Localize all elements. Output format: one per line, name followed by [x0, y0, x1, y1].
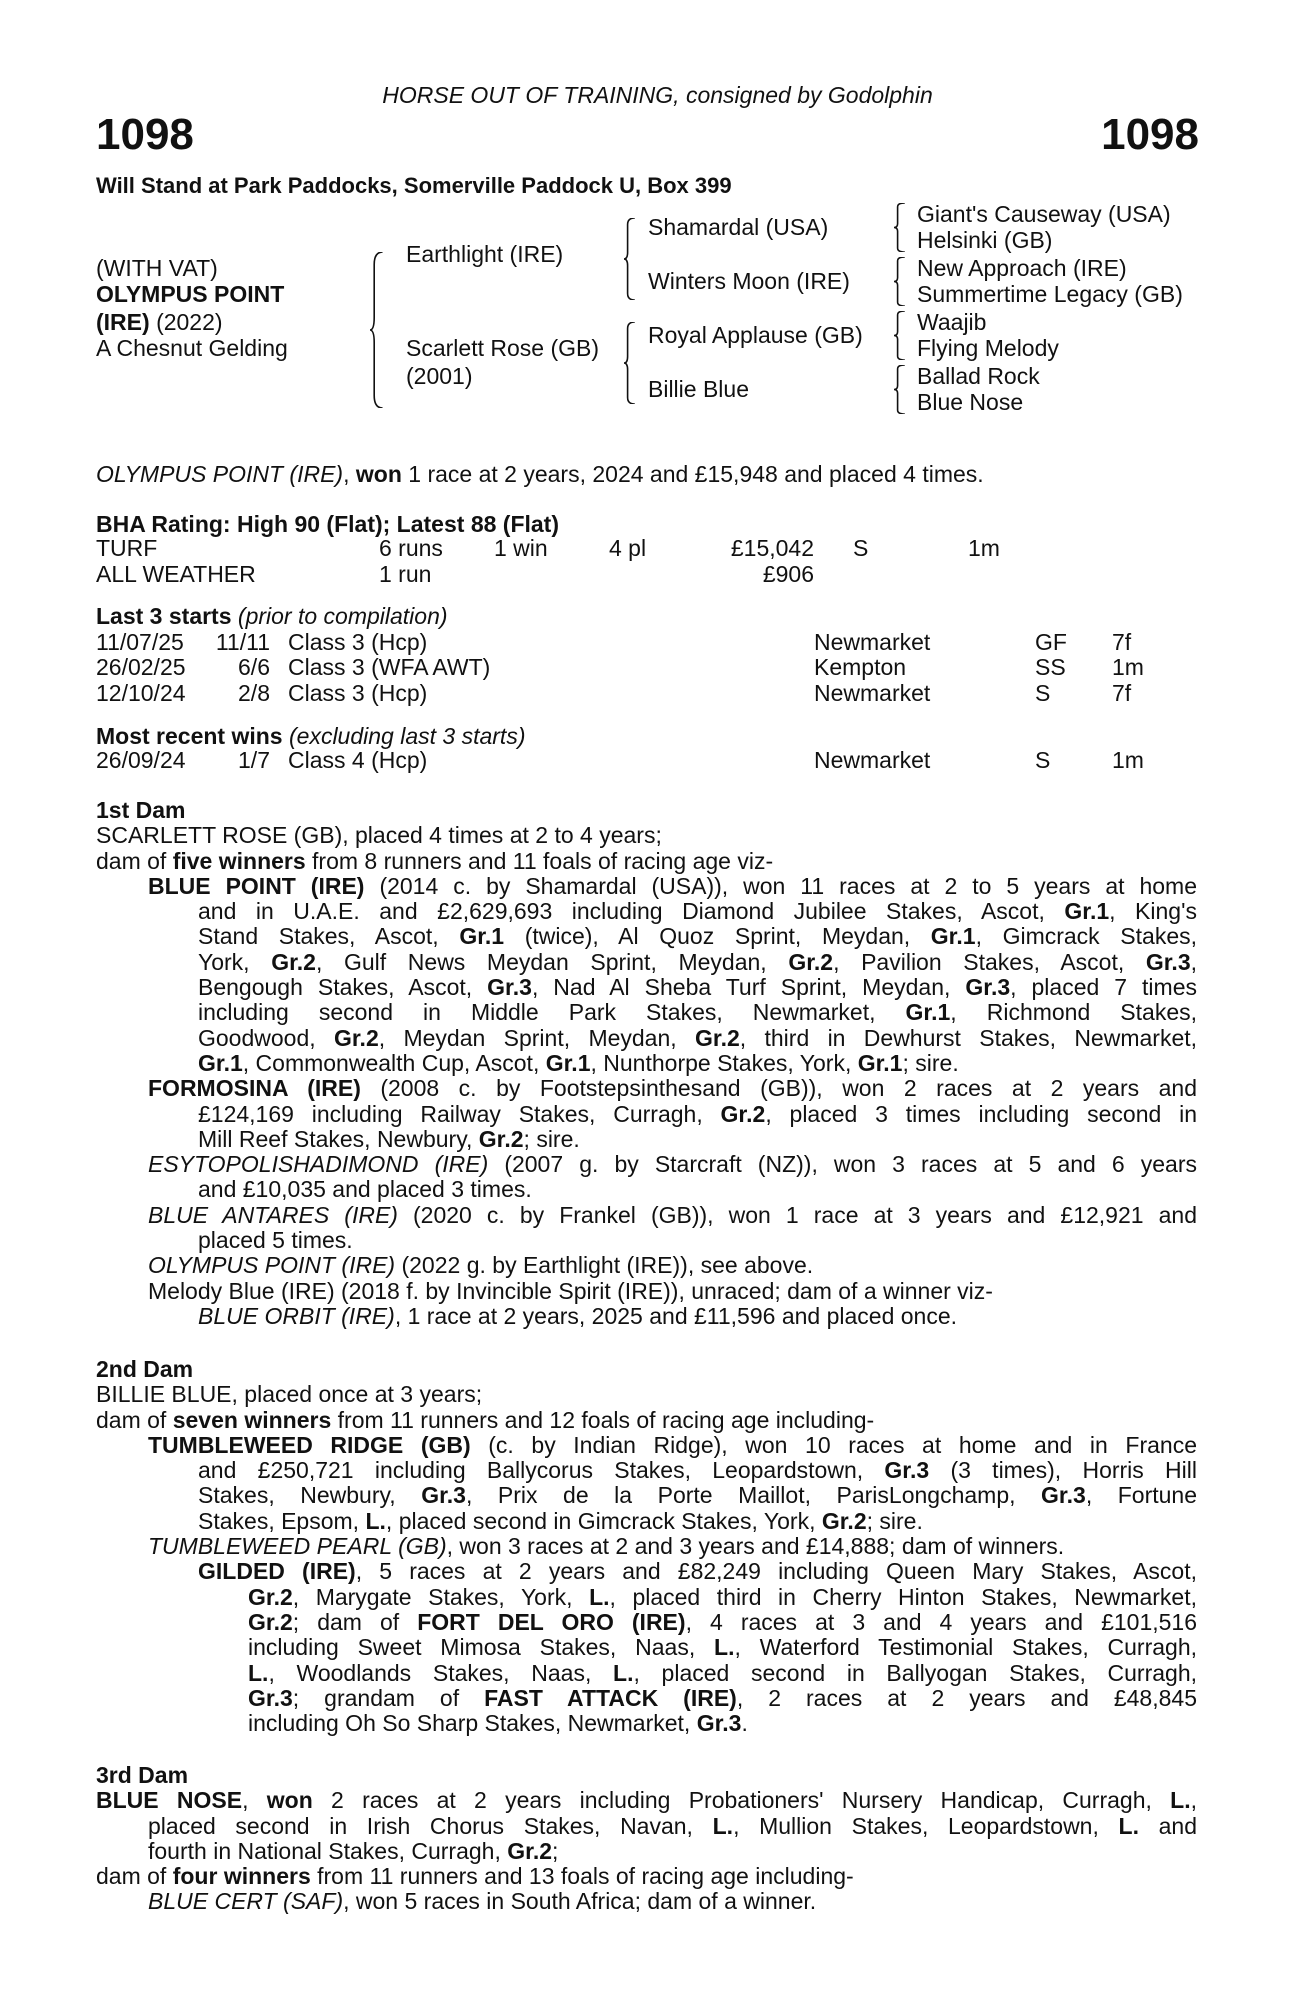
pedigree-text-line — [96, 1408, 1197, 1433]
pedigree-text-line — [198, 1228, 1197, 1253]
pedigree-g3: Helsinki (GB) — [917, 227, 1053, 253]
wins: 1 win — [494, 535, 548, 561]
race-distance: 1m — [1112, 654, 1144, 681]
text: (2022 g. by Earthlight (IRE)), see above. — [395, 1252, 814, 1279]
prize-money: £15,042 — [730, 535, 814, 561]
prize-money: £906 — [762, 561, 814, 587]
race-going: SS — [1035, 654, 1066, 681]
pedigree-brace-g3 — [894, 203, 906, 252]
pedigree-text-line — [148, 1076, 1197, 1101]
text: , Marygate Stakes, York, — [292, 1583, 590, 1610]
race-course: Newmarket — [814, 679, 931, 706]
bold-text: four winners — [172, 1863, 311, 1890]
bold-text: Gr.1 — [545, 1049, 591, 1076]
text: (2008 c. by Footstepsinthesand (GB)), won 2 races at 2 years and — [360, 1075, 1197, 1102]
pedigree-text-line — [148, 1203, 1197, 1228]
pedigree-text-line — [198, 1051, 1197, 1076]
text: , third in Dewhurst Stakes, Newmarket, — [739, 1024, 1198, 1051]
location-line: Will Stand at Park Paddocks, Somerville Paddock U, Box 399 — [96, 173, 732, 198]
last-starts-heading — [96, 603, 448, 629]
text: and in U.A.E. and £2,629,693 including Diamond Jubilee Stakes, Ascot, — [198, 898, 1065, 925]
text: (2007 g. by Starcraft (NZ)), won 3 races at 5 and 6 years — [488, 1151, 1197, 1178]
pedigree-g3: Flying Melody — [917, 335, 1059, 361]
text: from 11 runners and 13 foals of racing age including- — [310, 1863, 854, 1890]
bold-text: Gr.2 — [720, 1100, 766, 1127]
bold-text: Gr.1 — [459, 923, 505, 950]
pedigree-sire: Earthlight (IRE) — [406, 241, 564, 267]
pedigree-brace-g3 — [894, 311, 906, 360]
text: (3 times), Horris Hill — [929, 1457, 1197, 1484]
pedigree-brace-g3 — [894, 365, 906, 414]
race-going: S — [1035, 747, 1051, 773]
bold-text: Gr.3 — [421, 1482, 466, 1509]
text: including Sweet Mimosa Stakes, Naas, — [248, 1634, 715, 1661]
italic-text: ESYTOPOLISHADIMOND (IRE) — [148, 1151, 489, 1178]
text: ; sire. — [523, 1125, 580, 1152]
pedigree-g3: Giant's Causeway (USA) — [917, 201, 1171, 227]
bold-text: Gr.2 — [333, 1024, 379, 1051]
race-course: Newmarket — [814, 629, 931, 655]
text: , Waterford Testimonial Stakes, Curragh, — [734, 1634, 1197, 1661]
text: £124,169 including Railway Stakes, Curragh, — [198, 1100, 721, 1127]
surface: ALL WEATHER — [96, 561, 256, 587]
text: , Nunthorpe Stakes, York, — [590, 1049, 858, 1076]
race-summary: OLYMPUS POINT (IRE), won 1 race at 2 years, 2024 and £15,948 and placed 4 times. — [96, 461, 984, 487]
pedigree-dam-dam: Billie Blue — [648, 376, 749, 402]
race-distance: 1m — [1112, 747, 1144, 773]
pedigree-text-line — [148, 1839, 1197, 1864]
text: , 2 races at 2 years and £48,845 — [736, 1684, 1197, 1711]
pedigree-text-line — [198, 899, 1197, 924]
bold-text: FAST ATTACK (IRE) — [484, 1684, 737, 1711]
pedigree-text-line — [248, 1711, 1197, 1736]
italic-text: BLUE ORBIT (IRE) — [198, 1302, 395, 1329]
pedigree-g3: Ballad Rock — [917, 363, 1040, 389]
dam-heading: 2nd Dam — [96, 1356, 194, 1382]
text: ; sire. — [866, 1507, 923, 1534]
heading-note: (prior to compilation) — [237, 603, 448, 629]
dam-heading: 3rd Dam — [96, 1762, 189, 1788]
lot-number-left: 1098 — [96, 110, 194, 159]
bold-text: won — [266, 1787, 313, 1814]
pedigree-text-line — [148, 1253, 1197, 1278]
text: and — [1138, 1812, 1198, 1839]
text: and £250,721 including Ballycorus Stakes, Leopardstown, — [198, 1457, 885, 1484]
text: Stakes, Epsom, — [198, 1507, 366, 1534]
text: ; sire. — [902, 1049, 959, 1076]
bold-text: Gr.1 — [1064, 898, 1110, 925]
pedigree-text-line — [148, 1433, 1197, 1458]
summary-text: 1 race at 2 years, 2024 and £15,948 and placed 4 times. — [401, 461, 984, 487]
bold-text: FORT DEL ORO (IRE) — [417, 1608, 686, 1635]
text: , Prix de la Porte Maillot, ParisLongchamp, — [465, 1482, 1042, 1509]
pedigree-sire-sire: Shamardal (USA) — [648, 214, 829, 240]
pedigree-g3: New Approach (IRE) — [917, 255, 1127, 281]
pedigree-text-line — [148, 1889, 1197, 1914]
bold-text: Gr.2 — [271, 948, 316, 975]
race-distance: 7f — [1112, 629, 1132, 655]
bold-text: five winners — [172, 847, 306, 874]
text: dam of — [96, 1863, 173, 1890]
pedigree-text-line — [198, 1458, 1197, 1483]
second-dam-section — [96, 1357, 1197, 1736]
bold-text: Gr.2 — [821, 1507, 867, 1534]
race-course: Newmarket — [814, 747, 931, 773]
text: , placed 7 times — [1010, 974, 1197, 1001]
text: , Fortune — [1085, 1482, 1198, 1509]
heading-title: Most recent wins — [96, 723, 283, 749]
horse-origin: (IRE) — [96, 309, 150, 335]
text: including second in Middle Park Stakes, Newmarket, — [198, 999, 906, 1026]
bold-text: Gr.3 — [1041, 1482, 1086, 1509]
text: , Woodlands Stakes, Naas, — [268, 1659, 614, 1686]
text: , placed third in Cherry Hinton Stakes, Newmarket, — [609, 1583, 1198, 1610]
pedigree-brace-g3 — [894, 257, 906, 306]
text: , 5 races at 2 years and £82,249 including Queen Mary Stakes, Ascot, — [355, 1558, 1197, 1585]
text: 2 races at 2 years including Probationers' Nursery Handicap, Curragh, — [312, 1787, 1171, 1814]
text: BILLIE BLUE, placed once at 3 years; — [96, 1381, 483, 1408]
bold-text: L. — [613, 1659, 634, 1686]
bold-text: TUMBLEWEED RIDGE (GB) — [148, 1431, 471, 1458]
race-pos: 1/7 — [238, 747, 270, 773]
pedigree-text-line — [248, 1585, 1197, 1610]
pedigree-dam-year: (2001) — [406, 363, 473, 389]
pedigree-brace-main — [370, 252, 384, 408]
text: ; dam of — [292, 1608, 418, 1635]
race-distance: 7f — [1112, 679, 1132, 706]
bold-text: Gr.3 — [487, 974, 532, 1001]
runs: 6 runs — [379, 535, 443, 561]
bold-text: L. — [248, 1659, 269, 1686]
pedigree-text-line — [198, 1026, 1197, 1051]
italic-text: BLUE CERT (SAF) — [148, 1888, 344, 1915]
text: , Commonwealth Cup, Ascot, — [242, 1049, 546, 1076]
text: Bengough Stakes, Ascot, — [198, 974, 488, 1001]
text: , Gulf News Meydan Sprint, Meydan, — [315, 948, 789, 975]
race-date: 26/02/25 — [96, 654, 186, 681]
bold-text: Gr.2 — [695, 1024, 740, 1051]
text: ; grandam of — [292, 1684, 485, 1711]
text: , 1 race at 2 years, 2025 and £11,596 and placed once. — [394, 1302, 958, 1329]
race-date: 12/10/24 — [96, 679, 186, 706]
pedigree-g3: Waajib — [917, 309, 987, 335]
text: (twice), Al Quoz Sprint, Meydan, — [504, 923, 931, 950]
pedigree-text-line — [198, 950, 1197, 975]
pedigree-text-line — [148, 1152, 1197, 1177]
text: , Meydan Sprint, Meydan, — [378, 1024, 695, 1051]
bold-text: Gr.3 — [884, 1457, 930, 1484]
distance: 1m — [968, 535, 1000, 561]
text: dam of — [96, 847, 173, 874]
text: SCARLETT ROSE (GB), placed 4 times at 2 to 4 years; — [96, 822, 662, 849]
text: Goodwood, — [198, 1024, 334, 1051]
dam-heading: 1st Dam — [96, 797, 186, 823]
bold-text: Gr.2 — [478, 1125, 524, 1152]
lot-number-right: 1098 — [1101, 110, 1199, 159]
bold-text: L. — [1170, 1787, 1191, 1814]
text: , — [1190, 1787, 1198, 1814]
heading-note: (excluding last 3 starts) — [289, 723, 526, 749]
pedigree-text-line — [148, 1279, 1197, 1304]
pedigree-dam-sire: Royal Applause (GB) — [648, 322, 863, 348]
text: (2014 c. by Shamardal (USA)), won 11 races at 2 to 5 years at home — [364, 872, 1197, 899]
text: , 4 races at 3 and 4 years and £101,516 — [685, 1608, 1198, 1635]
bold-text: Gr.1 — [198, 1049, 243, 1076]
pedigree-text-line — [198, 1304, 1197, 1329]
race-date: 11/07/25 — [96, 629, 184, 655]
pedigree-g3: Blue Nose — [917, 389, 1024, 415]
pedigree-text-line — [96, 1788, 1197, 1813]
text: placed second in Irish Chorus Stakes, Navan, — [148, 1812, 713, 1839]
bold-text: GILDED (IRE) — [198, 1558, 356, 1585]
race-pos: 11/11 — [215, 629, 270, 655]
bold-text: Gr.2 — [248, 1608, 293, 1635]
text: , won 5 races in South Africa; dam of a winner. — [343, 1888, 817, 1915]
text: , — [1190, 948, 1198, 975]
horse-name: OLYMPUS POINT — [96, 281, 285, 307]
text: , Gimcrack Stakes, — [975, 923, 1198, 950]
text: , placed second in Gimcrack Stakes, York, — [385, 1507, 822, 1534]
text: (2020 c. by Frankel (GB)), won 1 race at 3 years and £12,921 and — [397, 1201, 1197, 1228]
text: . — [741, 1710, 748, 1737]
bha-rating: BHA Rating: High 90 (Flat); Latest 88 (Flat) — [96, 511, 559, 537]
text: Stakes, Newbury, — [198, 1482, 422, 1509]
bold-text: Gr.3 — [696, 1710, 742, 1737]
bold-text: BLUE NOSE — [96, 1787, 243, 1814]
bold-text: L. — [714, 1634, 735, 1661]
text: ; — [552, 1837, 559, 1864]
bold-text: Gr.3 — [248, 1684, 293, 1711]
going: S — [853, 535, 869, 561]
text: from 11 runners and 12 foals of racing age including- — [331, 1406, 875, 1433]
text: placed 5 times. — [198, 1227, 353, 1254]
text: , Pavilion Stakes, Ascot, — [833, 948, 1146, 975]
pedigree-brace-dam — [624, 322, 636, 404]
text: Stand Stakes, Ascot, — [198, 923, 460, 950]
pedigree-text-line — [198, 1127, 1197, 1152]
race-race: Class 3 (WFA AWT) — [288, 654, 491, 681]
race-race: Class 3 (Hcp) — [288, 629, 428, 655]
consignment-note: HORSE OUT OF TRAINING, consigned by Godolphin — [382, 82, 933, 108]
text: , Nad Al Sheba Turf Sprint, Meydan, — [531, 974, 966, 1001]
pedigree-text-line — [198, 1483, 1197, 1508]
pedigree-g3: Summertime Legacy (GB) — [917, 281, 1183, 307]
horse-description: A Chesnut Gelding — [96, 335, 288, 361]
bold-text: FORMOSINA (IRE) — [148, 1075, 361, 1102]
bold-text: L. — [1118, 1812, 1139, 1839]
surface: TURF — [96, 535, 158, 561]
pedigree-sire-dam: Winters Moon (IRE) — [648, 268, 850, 294]
pedigree-brace-sire — [624, 218, 636, 300]
pedigree-text-line — [198, 975, 1197, 1000]
pedigree-text-line — [248, 1610, 1197, 1635]
italic-text: OLYMPUS POINT (IRE) — [148, 1252, 396, 1279]
pedigree-text-line — [148, 1814, 1197, 1839]
text: (c. by Indian Ridge), won 10 races at home and in France — [470, 1431, 1197, 1458]
text: fourth in National Stakes, Curragh, — [148, 1837, 508, 1864]
bold-text: Gr.2 — [788, 948, 834, 975]
pedigree-text-line — [198, 1177, 1197, 1202]
race-going: GF — [1035, 629, 1067, 655]
text: dam of — [96, 1406, 173, 1433]
summary-won: won — [355, 461, 402, 487]
bold-text: L. — [365, 1507, 386, 1534]
pedigree-text-line — [148, 1534, 1197, 1559]
text: York, — [198, 948, 272, 975]
pedigree-text-line — [198, 1102, 1197, 1127]
pedigree-text-line — [198, 1559, 1197, 1584]
bold-text: Gr.1 — [857, 1049, 903, 1076]
race-race: Class 4 (Hcp) — [288, 747, 428, 773]
text: , King's — [1109, 898, 1197, 925]
bold-text: seven winners — [172, 1406, 332, 1433]
text: , Richmond Stakes, — [950, 999, 1198, 1026]
bold-text: BLUE POINT (IRE) — [148, 872, 365, 899]
bold-text: Gr.2 — [248, 1583, 293, 1610]
bold-text: Gr.2 — [507, 1837, 553, 1864]
text: Mill Reef Stakes, Newbury, — [198, 1125, 479, 1152]
text: , placed 3 times including second in — [765, 1100, 1197, 1127]
text: including Oh So Sharp Stakes, Newmarket, — [248, 1710, 697, 1737]
pedigree-dam: Scarlett Rose (GB) — [406, 335, 599, 361]
heading-title: Last 3 starts — [96, 603, 232, 629]
text: , won 3 races at 2 and 3 years and £14,888; dam of winners. — [446, 1533, 1065, 1560]
bold-text: L. — [589, 1583, 610, 1610]
runs: 1 run — [379, 561, 432, 587]
bold-text: L. — [712, 1812, 734, 1839]
race-race: Class 3 (Hcp) — [288, 679, 428, 706]
summary-horse-name: OLYMPUS POINT (IRE) — [96, 461, 344, 487]
pedigree-text-line — [198, 1509, 1197, 1534]
pedigree-text-line — [96, 823, 1197, 848]
third-dam-section — [96, 1763, 1197, 1915]
pedigree-text-line — [148, 874, 1197, 899]
italic-text: BLUE ANTARES (IRE) — [148, 1201, 398, 1228]
race-date: 26/09/24 — [96, 747, 186, 773]
race-pos: 6/6 — [238, 654, 270, 681]
pedigree-text-line — [248, 1686, 1197, 1711]
text: from 8 runners and 11 foals of racing age viz- — [305, 847, 774, 874]
first-dam-section — [96, 798, 1197, 1329]
bold-text: Gr.1 — [930, 923, 976, 950]
horse-year: (2022) — [156, 309, 223, 335]
pedigree-text-line — [96, 849, 1197, 874]
pedigree-text-line — [96, 1864, 1197, 1889]
recent-wins-heading — [96, 723, 525, 749]
text: Melody Blue (IRE) (2018 f. by Invincible Spirit (IRE)), unraced; dam of a winner viz- — [148, 1277, 993, 1304]
pedigree-text-line — [248, 1661, 1197, 1686]
bold-text: Gr.1 — [905, 999, 951, 1026]
italic-text: TUMBLEWEED PEARL (GB) — [148, 1533, 447, 1560]
pedigree-text-line — [198, 924, 1197, 949]
vat-label: (WITH VAT) — [96, 255, 218, 281]
race-pos: 2/8 — [238, 679, 270, 706]
bold-text: Gr.3 — [1145, 948, 1191, 975]
pedigree-text-line — [96, 1382, 1197, 1407]
pedigree-text-line — [198, 1000, 1197, 1025]
race-going: S — [1035, 679, 1051, 706]
race-course: Kempton — [814, 654, 907, 681]
placed: 4 pl — [609, 535, 647, 561]
bold-text: Gr.3 — [965, 974, 1011, 1001]
text: , placed second in Ballyogan Stakes, Curragh, — [633, 1659, 1198, 1686]
text: , — [242, 1787, 267, 1814]
text: , Mullion Stakes, Leopardstown, — [733, 1812, 1119, 1839]
text: and £10,035 and placed 3 times. — [198, 1176, 532, 1203]
pedigree-text-line — [248, 1635, 1197, 1660]
